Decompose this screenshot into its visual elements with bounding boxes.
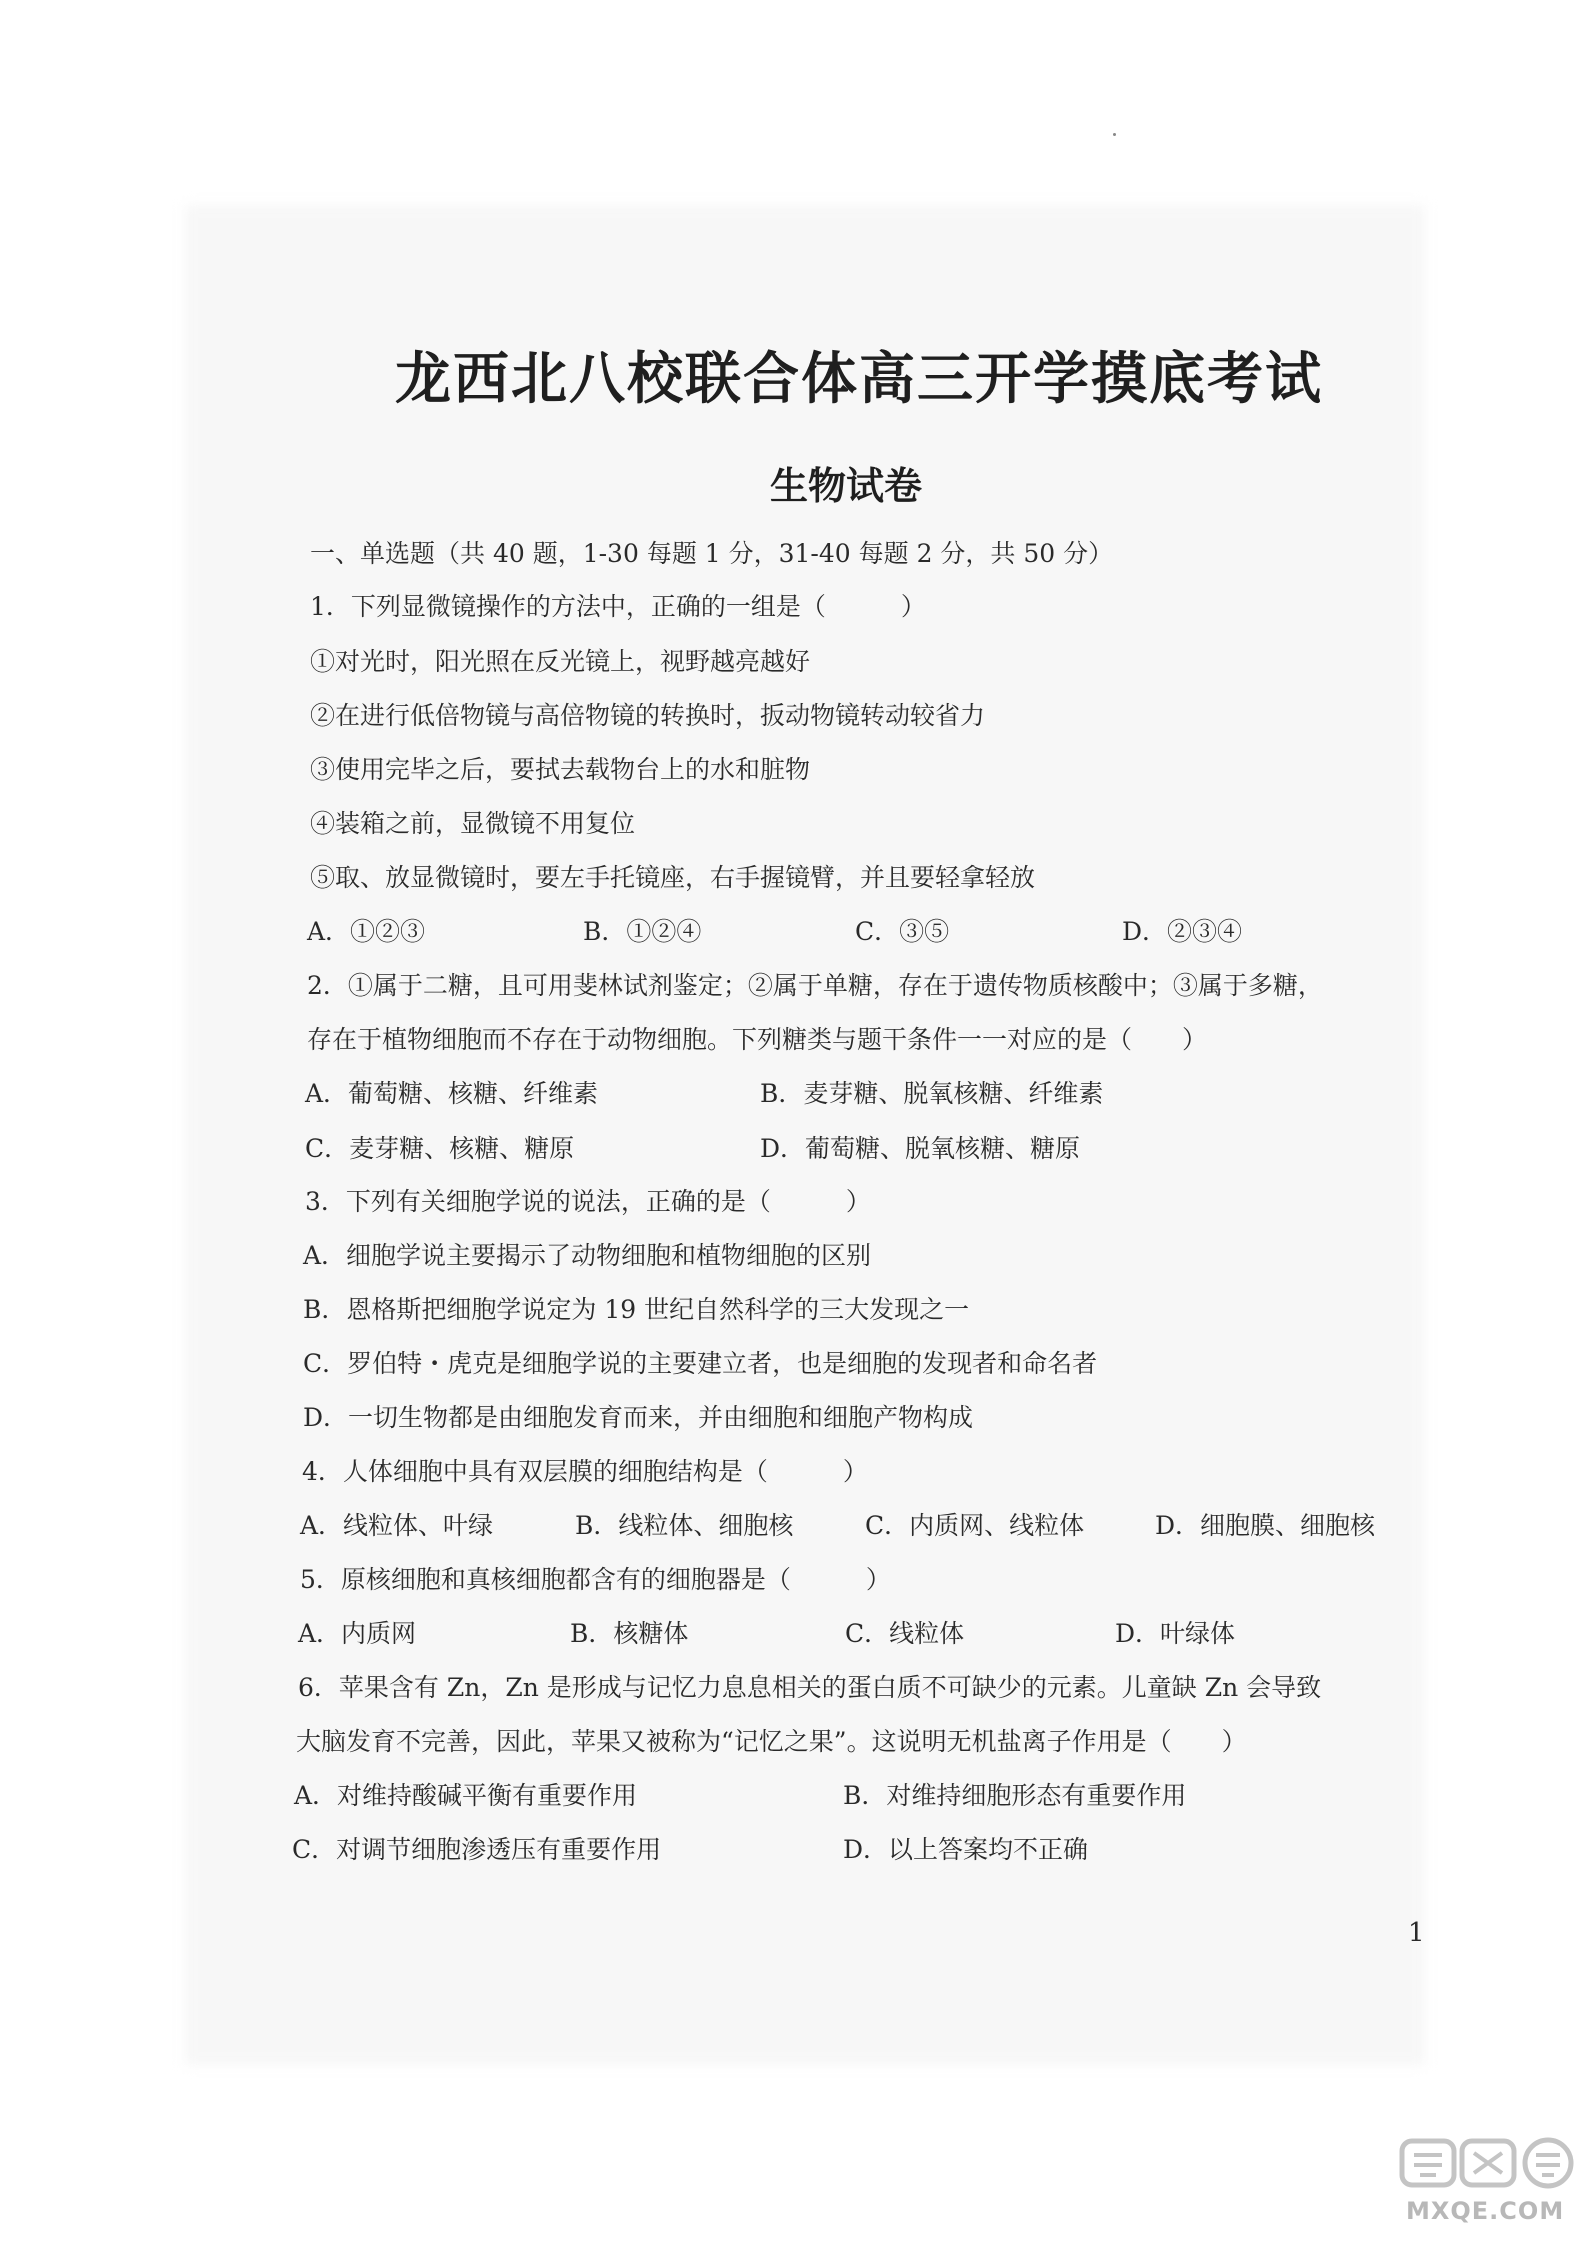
q6-option-a: A．对维持酸碱平衡有重要作用 (294, 1781, 638, 1810)
q3-stem: 3．下列有关细胞学说的说法，正确的是（ ） (305, 1187, 871, 1216)
q1-option-b: B．①②④ (583, 917, 702, 946)
exam-title: 龙西北八校联合体高三开学摸底考试 (395, 346, 1323, 412)
q4-option-a: A．线粒体、叶绿 (300, 1511, 494, 1540)
q5-option-a: A．内质网 (298, 1619, 417, 1648)
q2-stem-line2: 存在于植物细胞而不存在于动物细胞。下列糖类与题干条件一一对应的是（ ） (307, 1025, 1208, 1054)
q3-option-a: A．细胞学说主要揭示了动物细胞和植物细胞的区别 (303, 1241, 872, 1270)
q5-option-c: C．线粒体 (845, 1619, 965, 1648)
q6-option-b: B．对维持细胞形态有重要作用 (843, 1781, 1187, 1810)
page-number: 1 (1408, 1918, 1425, 1948)
q5-option-b: B．核糖体 (570, 1619, 689, 1648)
q6-option-c: C．对调节细胞渗透压有重要作用 (292, 1835, 662, 1864)
q1-option-c: C．③⑤ (855, 917, 950, 946)
q1-item: ①对光时，阳光照在反光镜上，视野越亮越好 (310, 647, 811, 676)
q5-stem: 5．原核细胞和真核细胞都含有的细胞器是（ ） (300, 1565, 891, 1594)
q1-item: ⑤取、放显微镜时，要左手托镜座，右手握镜臂，并且要轻拿轻放 (310, 863, 1036, 892)
q2-option-a: A．葡萄糖、核糖、纤维素 (305, 1079, 599, 1108)
q1-option-d: D．②③④ (1122, 917, 1243, 946)
q1-item: ③使用完毕之后，要拭去载物台上的水和脏物 (310, 755, 811, 784)
q3-option-d: D．一切生物都是由细胞发育而来，并由细胞和细胞产物构成 (303, 1403, 974, 1432)
q2-option-b: B．麦芽糖、脱氧核糖、纤维素 (760, 1079, 1104, 1108)
q2-option-d: D．葡萄糖、脱氧核糖、糖原 (760, 1134, 1081, 1163)
exam-subtitle: 生物试卷 (770, 463, 923, 508)
q1-item: ②在进行低倍物镜与高倍物镜的转换时，扳动物镜转动较省力 (310, 701, 986, 730)
q3-option-c: C．罗伯特・虎克是细胞学说的主要建立者，也是细胞的发现者和命名者 (303, 1349, 1098, 1378)
q1-stem: 1．下列显微镜操作的方法中，正确的一组是（ ） (310, 592, 926, 621)
q6-stem-line1: 6．苹果含有 Zn，Zn 是形成与记忆力息息相关的蛋白质不可缺少的元素。儿童缺 Zn 会导致 (298, 1673, 1322, 1702)
q1-item: ④装箱之前，显微镜不用复位 (310, 809, 636, 838)
q6-option-d: D．以上答案均不正确 (843, 1835, 1089, 1864)
site-watermark (1398, 2135, 1578, 2235)
section-heading: 一、单选题（共 40 题，1-30 每题 1 分，31-40 每题 2 分，共 50 分） (310, 539, 1114, 568)
q1-option-a: A．①②③ (307, 917, 426, 946)
q5-option-d: D．叶绿体 (1115, 1619, 1236, 1648)
watermark-logo-icon (1398, 2135, 1578, 2191)
q3-option-b: B．恩格斯把细胞学说定为 19 世纪自然科学的三大发现之一 (303, 1295, 970, 1324)
q4-option-b: B．线粒体、细胞核 (575, 1511, 794, 1540)
q2-stem-line1: 2．①属于二糖，且可用斐林试剂鉴定；②属于单糖，存在于遗传物质核酸中；③属于多糖， (307, 971, 1323, 1000)
q6-stem-line2: 大脑发育不完善，因此，苹果又被称为“记忆之果”。这说明无机盐离子作用是（ ） (296, 1727, 1247, 1756)
q4-stem: 4．人体细胞中具有双层膜的细胞结构是（ ） (302, 1457, 868, 1486)
q2-option-c: C．麦芽糖、核糖、糖原 (305, 1134, 575, 1163)
watermark-url: MXQE.COM (1406, 2197, 1565, 2225)
q4-option-c: C．内质网、线粒体 (865, 1511, 1085, 1540)
q4-option-d: D．细胞膜、细胞核 (1155, 1511, 1376, 1540)
